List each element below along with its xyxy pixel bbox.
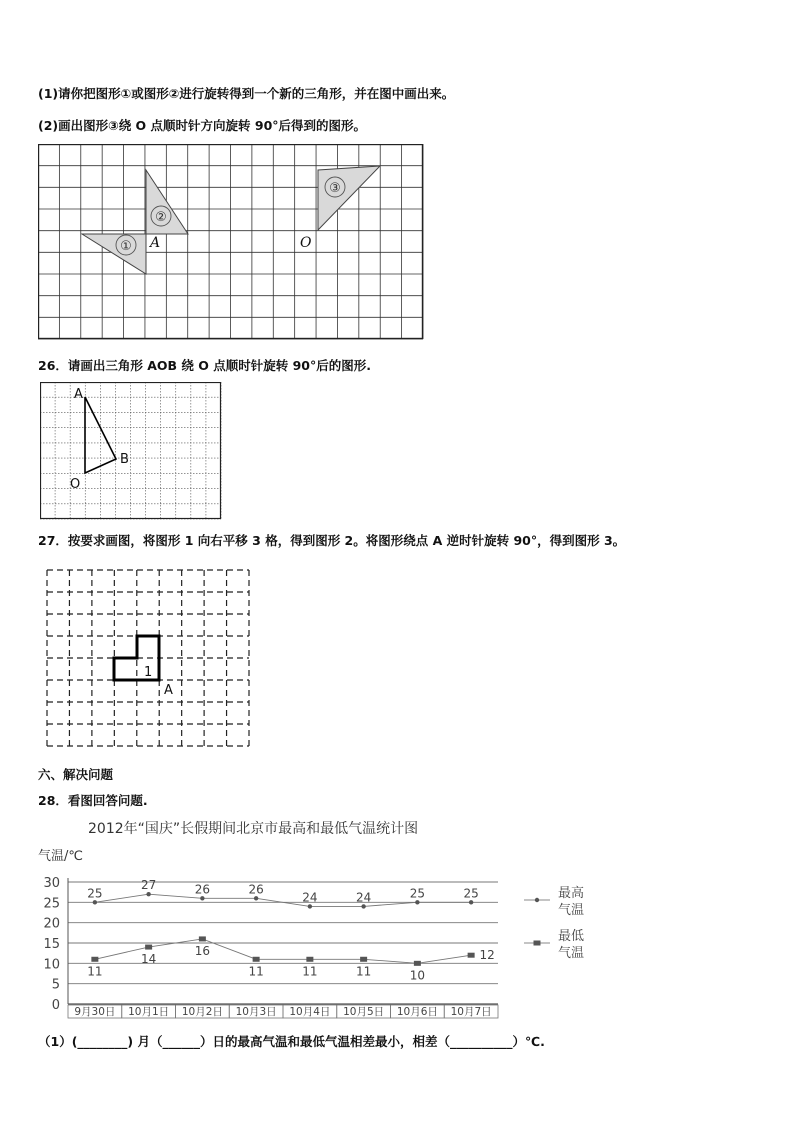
y-tick-label: 0 [51,998,60,1013]
x-tick-label: 10月2日 [181,1006,223,1018]
data-label: 26 [194,882,211,897]
data-label: 11 [355,964,372,979]
data-point [146,892,150,896]
q25-grid-figure [38,144,424,340]
point-a-label: A [150,235,161,251]
data-point [199,936,206,941]
y-tick-label: 5 [51,977,60,993]
point-b-label: B [120,452,129,467]
data-point [361,904,365,908]
x-tick-label: 10月6日 [396,1006,438,1018]
data-point [468,953,475,958]
data-point [93,900,97,904]
data-point [415,900,419,904]
shape-2-label: ② [155,210,167,225]
y-tick-label: 20 [43,916,60,932]
point-a-label: A [164,683,173,698]
point-o-label: O [70,477,81,492]
data-point [469,900,473,904]
data-label: 11 [87,964,103,979]
x-tick-label: 10月3日 [235,1006,277,1018]
point-a-label: A [74,387,83,402]
shape-1-label: ① [120,239,132,254]
shape-3-label: ③ [329,181,341,196]
data-label: 24 [355,890,372,905]
data-point [254,896,258,900]
triangle-aob [85,397,116,473]
y-tick-label: 30 [43,876,60,891]
legend-label: 气温 [558,903,585,918]
data-label: 14 [140,952,157,967]
data-label: 25 [463,886,479,901]
data-point [253,957,260,962]
shape-1-triangle [82,234,146,274]
y-axis-label: 气温/℃ [38,849,83,864]
q26-text: 26．请画出三角形 AOB 绕 O 点顺时针旋转 90°后的图形. [38,358,372,373]
q25-part1-text: (1)请你把图形①或图形②进行旋转得到一个新的三角形，并在图中画出来。 [38,86,455,101]
data-point [308,904,312,908]
q28-question1: （1）(________) 月（______）日的最高气温和最低气温相差最小，相差（__________）℃. [38,1034,545,1049]
legend-label: 最低 [558,929,585,944]
legend-marker [535,898,539,902]
temperature-line-chart [30,870,600,1020]
data-label: 12 [479,948,495,963]
q28-text: 28．看图回答问题. [38,793,148,808]
legend-label: 最高 [558,886,585,901]
section-title: 六、解决问题 [38,767,114,782]
data-point [414,961,421,966]
x-tick-label: 10月5日 [343,1006,385,1018]
y-tick-label: 10 [43,957,60,973]
data-label: 24 [302,890,318,905]
x-tick-label: 10月1日 [128,1006,170,1018]
shape-3-triangle [318,166,380,230]
data-label: 11 [302,964,318,979]
data-label: 26 [248,882,264,897]
x-tick-label: 10月4日 [289,1006,331,1018]
data-label: 25 [409,886,426,901]
data-label: 16 [194,943,211,958]
data-point [200,896,204,900]
q25-part2-text: (2)画出图形③绕 O 点顺时针方向旋转 90°后得到的图形。 [38,118,367,133]
legend-label: 气温 [558,946,585,961]
point-o-label: O [300,235,312,251]
data-label: 27 [140,878,157,893]
data-point [360,957,367,962]
data-label: 10 [409,968,426,983]
legend-marker [534,941,541,946]
data-point [145,945,152,950]
data-label: 11 [248,964,264,979]
x-tick-label: 9月30日 [74,1006,116,1018]
data-label: 25 [87,886,103,901]
x-tick-label: 10月7日 [450,1006,492,1018]
data-point [306,957,313,962]
q27-grid-figure [46,568,250,748]
y-tick-label: 25 [43,896,60,912]
data-point [91,957,98,962]
chart-title: 2012年“国庆”长假期间北京市最高和最低气温统计图 [88,821,419,837]
y-tick-label: 15 [43,937,60,952]
q27-text: 27．按要求画图，将图形 1 向右平移 3 格，得到图形 2。将图形绕点 A 逆时针旋转 90°，得到图形 3。 [38,533,626,548]
shape-1-label: 1 [144,665,153,680]
q26-grid-figure [40,382,222,520]
